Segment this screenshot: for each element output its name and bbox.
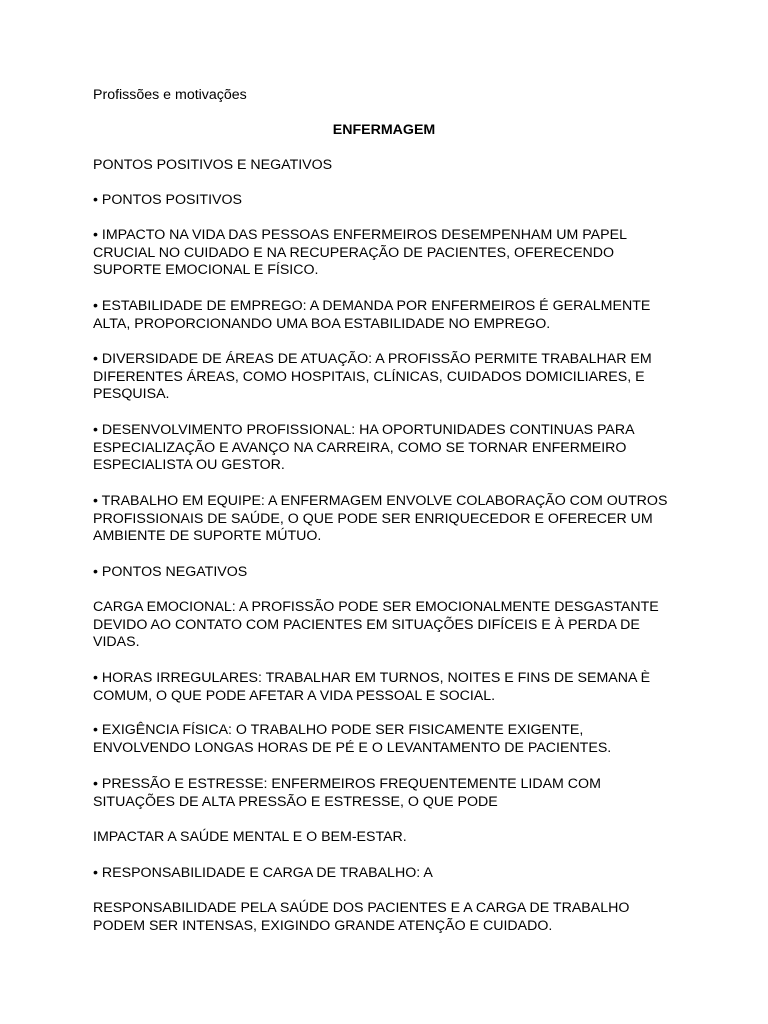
positive-item-1: • IMPACTO NA VIDA DAS PESSOAS ENFERMEIROS DESEMPENHAM UM PAPEL CRUCIAL NO CUIDADO E NA RECUPERAÇÃO DE PACIENTES, OFERECENDO SUPORTE EMOCIONAL E FÍSICO. [93, 227, 627, 279]
negative-item-3: • EXIGÊNCIA FÍSICA: O TRABALHO PODE SER FISICAMENTE EXIGENTE, ENVOLVENDO LONGAS HORAS DE PÉ E O LEVANTAMENTO DE PACIENTES. [93, 722, 612, 756]
negative-item-1: CARGA EMOCIONAL: A PROFISSÃO PODE SER EMOCIONALMENTE DESGASTANTE DEVIDO AO CONTATO COM PACIENTES EM SITUAÇÕES DIFÍCEIS E À PERDA DE VIDAS. [93, 599, 659, 651]
positive-item-3: • DIVERSIDADE DE ÁREAS DE ATUAÇÃO: A PROFISSÃO PERMITE TRABALHAR EM DIFERENTES ÁREAS, COMO HOSPITAIS, CLÍNICAS, CUIDADOS DOMICILIARES, E PESQUISA. [93, 351, 652, 403]
positive-item-5: • TRABALHO EM EQUIPE: A ENFERMAGEM ENVOLVE COLABORAÇÃO COM OUTROS PROFISSIONAIS DE SAÚDE, O QUE PODE SER ENRIQUECEDOR E OFERECER UM AMBIENTE DE SUPORTE MÚTUO. [93, 493, 668, 545]
negative-item-5-continued: RESPONSABILIDADE PELA SAÚDE DOS PACIENTES E A CARGA DE TRABALHO PODEM SER INTENSAS, EXIGINDO GRANDE ATENÇÃO E CUIDADO. [93, 900, 630, 934]
negative-item-4: • PRESSÃO E ESTRESSE: ENFERMEIROS FREQUENTEMENTE LIDAM COM SITUAÇÕES DE ALTA PRESSÃO E ESTRESSE, O QUE PODE [93, 776, 601, 810]
negative-item-5: • RESPONSABILIDADE E CARGA DE TRABALHO: A [93, 865, 433, 881]
negative-item-4-continued: IMPACTAR A SAÚDE MENTAL E O BEM-ESTAR. [93, 829, 407, 845]
positive-item-4: • DESENVOLVIMENTO PROFISSIONAL: HA OPORTUNIDADES CONTINUAS PARA ESPECIALIZAÇÃO E AVANÇO NA CARREIRA, COMO SE TORNAR ENFERMEIRO ESPECIALISTA OU GESTOR. [93, 422, 635, 474]
section-heading: ENFERMAGEM [332, 122, 436, 138]
positive-item-2: • ESTABILIDADE DE EMPREGO: A DEMANDA POR ENFERMEIROS É GERALMENTE ALTA, PROPORCIONANDO UMA BOA ESTABILIDADE NO EMPREGO. [93, 298, 651, 332]
positives-label: • PONTOS POSITIVOS [93, 192, 242, 208]
section-label: PONTOS POSITIVOS E NEGATIVOS [93, 157, 333, 173]
negatives-label: • PONTOS NEGATIVOS [93, 564, 248, 580]
document-title: Profissões e motivações [93, 87, 247, 103]
negative-item-2: • HORAS IRREGULARES: TRABALHAR EM TURNOS, NOITES E FINS DE SEMANA È COMUM, O QUE PODE AFETAR A VIDA PESSOAL E SOCIAL. [93, 670, 651, 704]
